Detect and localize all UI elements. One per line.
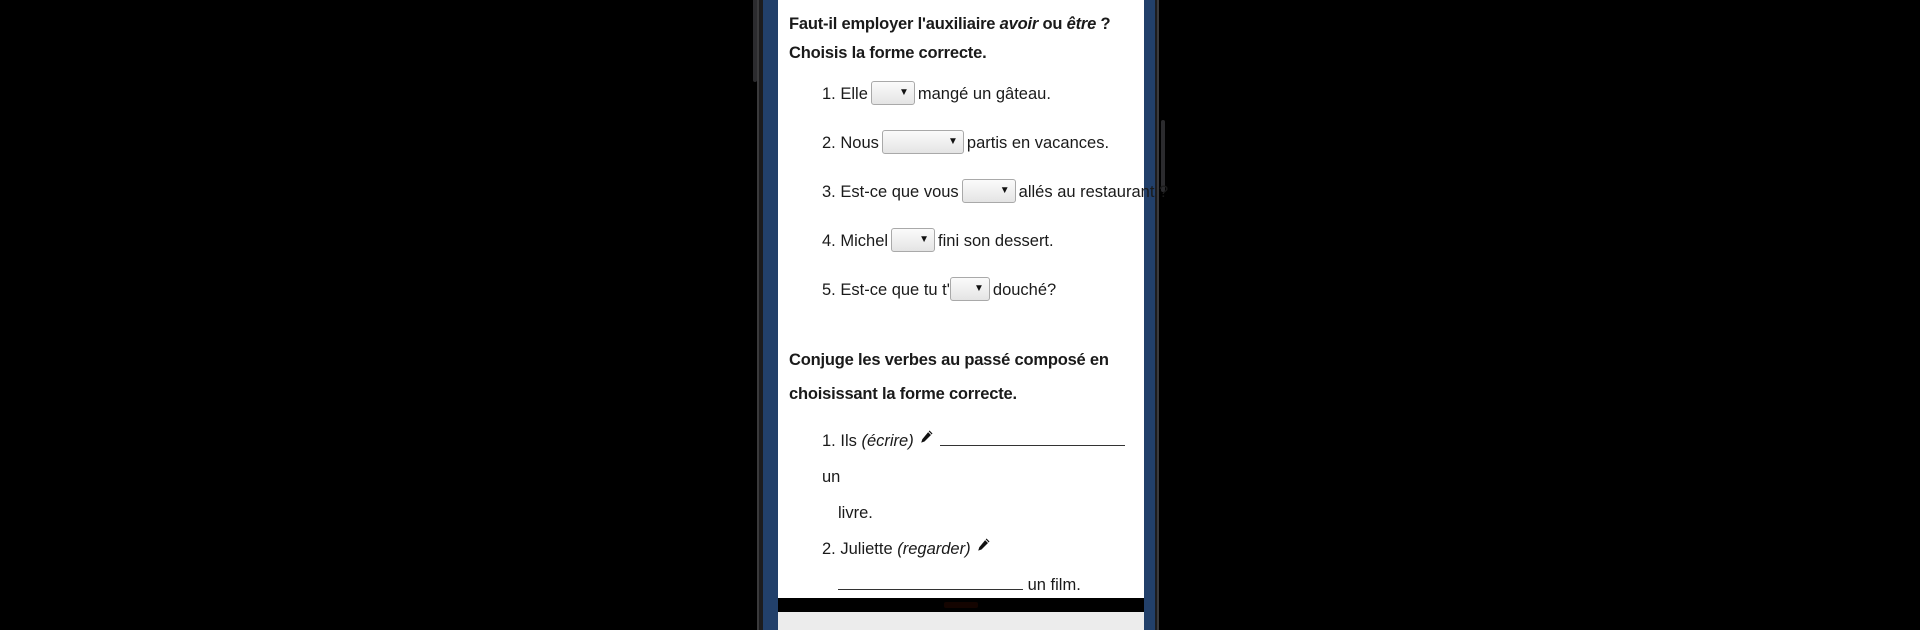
sentence-start: Est-ce que tu t' (840, 281, 950, 299)
sentence-end: un (822, 468, 841, 486)
chevron-down-icon: ▼ (898, 87, 909, 99)
sentence-subject: Ils (840, 432, 857, 450)
item-number: 5. (822, 281, 836, 299)
sentence-start: Nous (840, 134, 879, 152)
item-number: 2. (822, 540, 836, 558)
bar-marker (944, 602, 978, 608)
sentence-end: un film. (1027, 576, 1081, 594)
exercise-2-instruction: Conjuge les verbes au passé composé en choisissant la forme correcte. (789, 351, 1109, 403)
instruction-avoir: avoir (999, 15, 1039, 33)
pencil-icon (977, 530, 991, 566)
auxiliary-select[interactable] (950, 277, 990, 301)
auxiliary-select[interactable] (962, 179, 1016, 203)
list-item (822, 178, 1169, 227)
chevron-down-icon: ▼ (947, 136, 958, 148)
list-item (822, 531, 1134, 603)
item-number: 3. (822, 183, 836, 201)
instruction-etre: être (1066, 15, 1097, 33)
instruction-text: ? Choisis la forme correcte. (789, 15, 1111, 62)
sentence-end: partis en vacances. (966, 134, 1110, 152)
list-item (822, 80, 1134, 129)
verb-hint: (écrire) (861, 432, 914, 450)
list-item (822, 276, 1134, 325)
chevron-down-icon: ▼ (919, 234, 930, 246)
exercise-1-instruction (789, 10, 1134, 68)
sentence-subject: Juliette (840, 540, 893, 558)
phone-volume-button (1161, 120, 1165, 192)
verb-hint: (regarder) (897, 540, 971, 558)
sentence-end: fini son dessert. (938, 232, 1054, 250)
instruction-text: ou (1038, 15, 1067, 33)
bottom-panel (778, 612, 1144, 630)
item-number: 4. (822, 232, 836, 250)
screen-bottom-bar (778, 598, 1144, 612)
sentence-start: Elle (840, 85, 868, 103)
chevron-down-icon: ▼ (999, 185, 1010, 197)
sentence-end: allés au restaurant ? (1018, 183, 1169, 201)
sentence-end: mangé un gâteau. (917, 85, 1051, 103)
item-number: 1. (822, 85, 836, 103)
sentence-continuation: livre. (838, 504, 873, 522)
sentence-start: Est-ce que vous (840, 183, 959, 201)
auxiliary-select[interactable] (882, 130, 964, 154)
pencil-icon (920, 422, 934, 458)
phone-side-button (753, 0, 757, 82)
exercise-2-list (789, 423, 1134, 603)
item-number: 2. (822, 134, 836, 152)
list-item (822, 423, 1134, 531)
list-item (822, 227, 1134, 276)
sentence-end: douché? (992, 281, 1057, 299)
answer-input[interactable] (838, 571, 1023, 590)
chevron-down-icon: ▼ (974, 283, 984, 295)
auxiliary-select[interactable] (891, 228, 935, 252)
auxiliary-select[interactable] (871, 81, 915, 105)
answer-input[interactable] (940, 427, 1125, 446)
exercise-1-list (789, 80, 1169, 325)
instruction-text: Faut-il employer l'auxiliaire (789, 15, 1000, 33)
list-item (822, 129, 1134, 178)
exercise-page (778, 0, 1169, 598)
item-number: 1. (822, 432, 836, 450)
sentence-start: Michel (840, 232, 889, 250)
